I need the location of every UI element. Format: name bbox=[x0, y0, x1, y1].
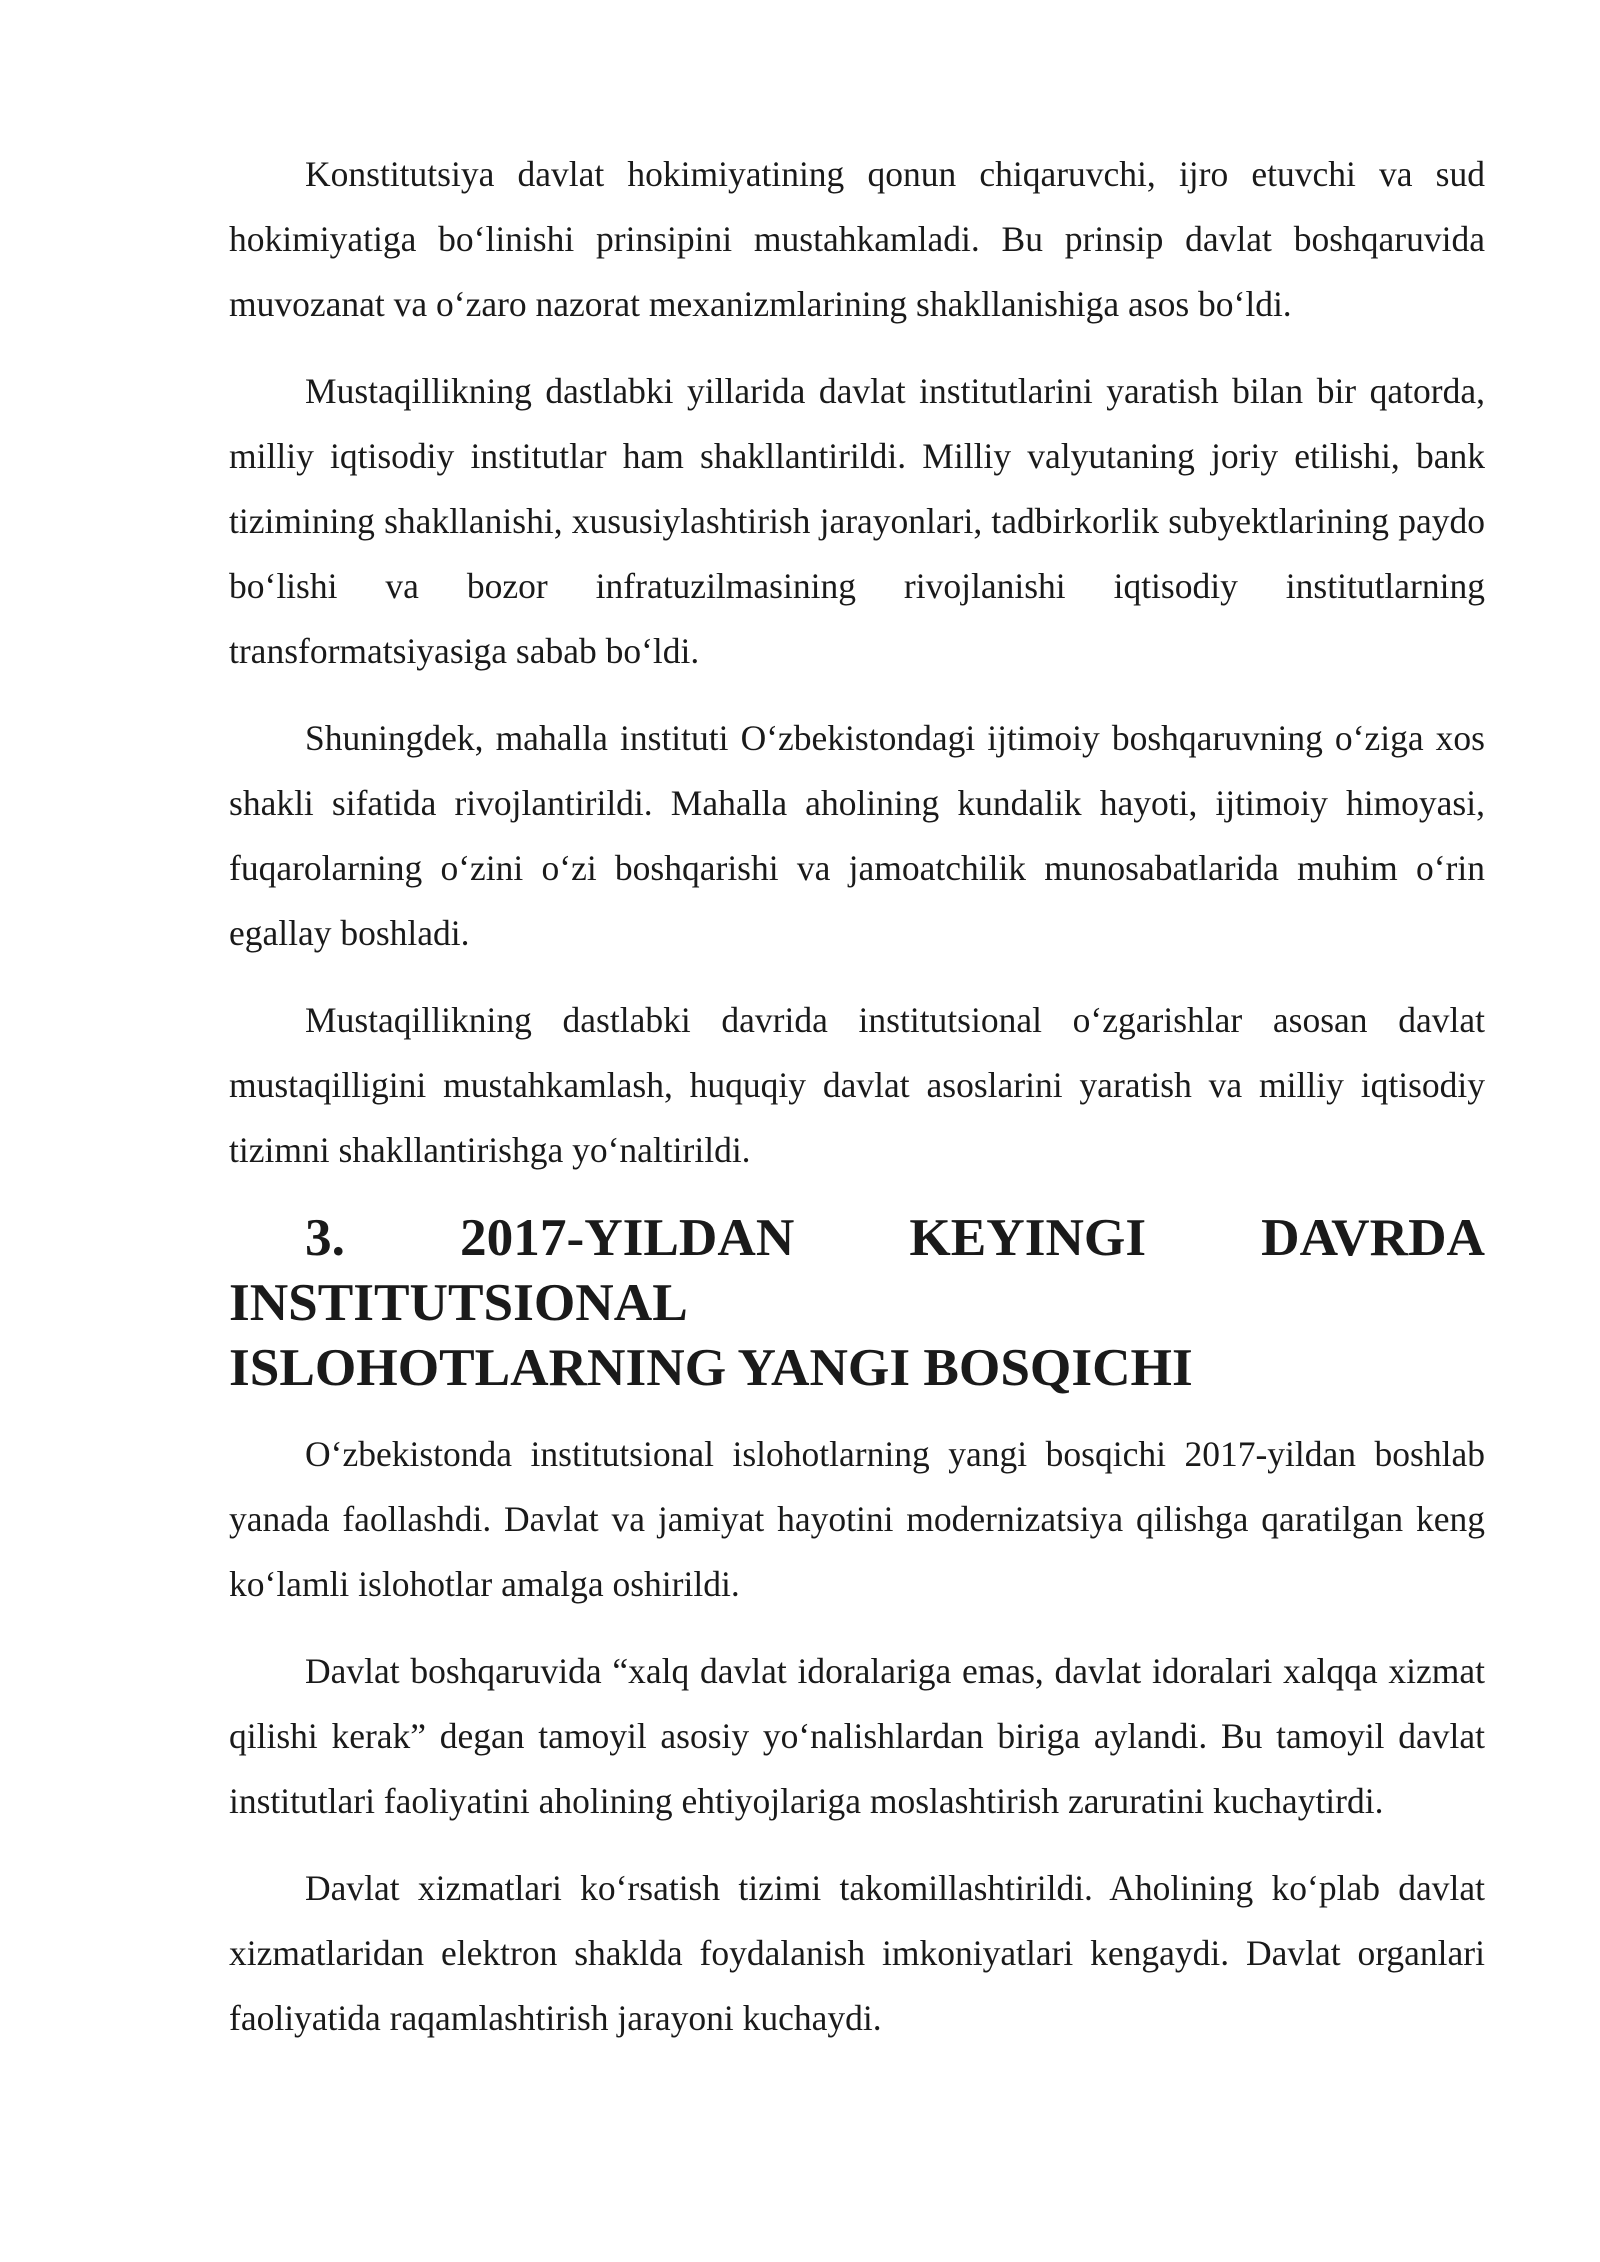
document-body bbox=[229, 142, 1485, 2073]
paragraph-digitalization: Davlat xizmatlari ko‘rsatish tizimi takomillashtirildi. Aholining ko‘plab davlat xizmatlaridan elektron shaklda foydalanish imkoniyatlari kengaydi. Davlat organlari faoliyatida raqamlashtirish jarayoni kuchaydi. bbox=[229, 1868, 1485, 2038]
paragraph-mahalla: Shuningdek, mahalla instituti O‘zbekistondagi ijtimoiy boshqaruvning o‘ziga xos shakli sifatida rivojlantirildi. Mahalla aholining kundalik hayoti, ijtimoiy himoyasi, fuqarolarning o‘zini o‘zi boshqarishi va jamoatchilik munosabatlarida muhim o‘rin egallay boshladi. bbox=[229, 718, 1485, 953]
section-heading-line-1: 3. 2017-YILDAN KEYINGI DAVRDA INSTITUTSIONAL bbox=[229, 1208, 1485, 1332]
section-heading bbox=[229, 1205, 1485, 1400]
paragraph-public-service-principle: Davlat boshqaruvida “xalq davlat idoralariga emas, davlat idoralari xalqqa xizmat qilishi kerak” degan tamoyil asosiy yo‘nalishlardan biriga aylandi. Bu tamoyil davlat institutlari faoliyatini aholining ehtiyojlariga moslashtirish zaruratini kuchaytirdi. bbox=[229, 1651, 1485, 1821]
paragraph-constitution: Konstitutsiya davlat hokimiyatining qonun chiqaruvchi, ijro etuvchi va sud hokimiyatiga bo‘linishi prinsipini mustahkamladi. Bu prinsip davlat boshqaruvida muvozanat va o‘zaro nazorat mexanizmlarining shakllanishiga asos bo‘ldi. bbox=[229, 154, 1485, 324]
section-heading-line-2: ISLOHOTLARNING YANGI BOSQICHI bbox=[229, 1338, 1193, 1397]
paragraph-economic-institutions: Mustaqillikning dastlabki yillarida davlat institutlarini yaratish bilan bir qatorda, milliy iqtisodiy institutlar ham shakllantirildi. Milliy valyutaning joriy etilishi, bank tizimining shakllanishi, xususiylashtirish jarayonlari, tadbirkorlik subyektlarining paydo bo‘lishi va bozor infratuzilmasining rivojlanishi iqtisodiy institutlarning transformatsiyasiga sabab bo‘ldi. bbox=[229, 371, 1485, 671]
paragraph-early-period: Mustaqillikning dastlabki davrida institutsional o‘zgarishlar asosan davlat mustaqilligini mustahkamlash, huquqiy davlat asoslarini yaratish va milliy iqtisodiy tizimni shakllantirishga yo‘naltirildi. bbox=[229, 1000, 1485, 1170]
paragraph-new-stage: O‘zbekistonda institutsional islohotlarning yangi bosqichi 2017-yildan boshlab yanada faollashdi. Davlat va jamiyat hayotini modernizatsiya qilishga qaratilgan keng ko‘lamli islohotlar amalga oshirildi. bbox=[229, 1434, 1485, 1604]
